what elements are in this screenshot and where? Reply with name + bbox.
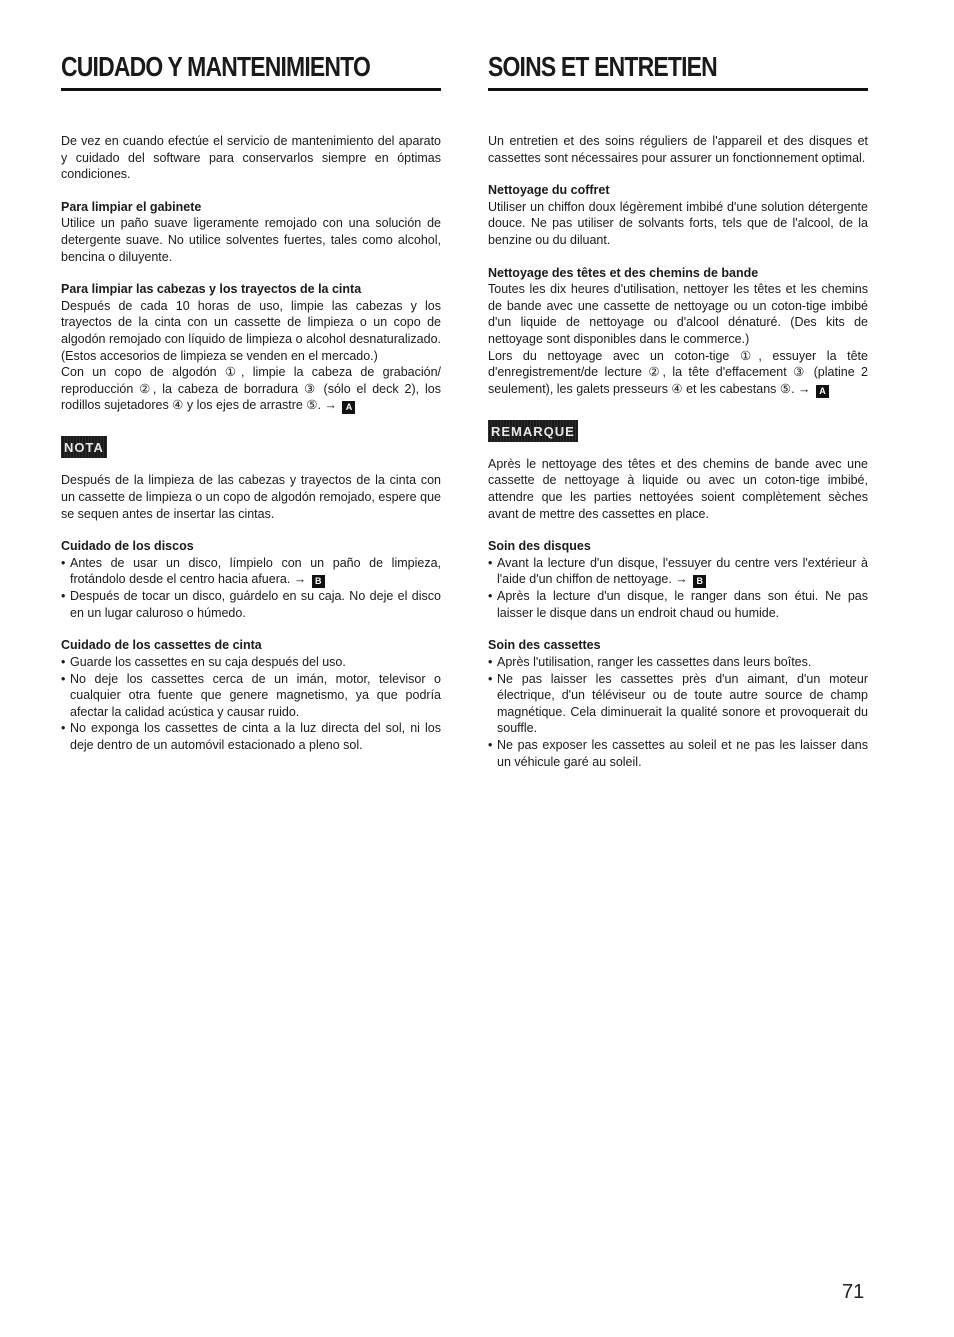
french-tapes-list — [488, 654, 868, 770]
french-title-rule — [488, 88, 868, 91]
french-title: SOINS ET ENTRETIEN — [488, 51, 717, 82]
french-discs-heading: Soin des disques — [488, 539, 591, 554]
spanish-heads-heading: Para limpiar las cabezas y los trayectos de la cinta — [61, 282, 362, 297]
french-discs-section — [488, 538, 868, 621]
list-item: • Après la lecture d'un disque, le ranger dans son étui. Ne pas laisser le disque dans un endroit chaud ou humide. — [488, 588, 868, 621]
list-item: • No exponga los cassettes de cinta a la luz directa del sol, ni los deje dentro de un automóvil estacionado a pleno sol. — [61, 720, 441, 753]
spanish-discs-heading: Cuidado de los discos — [61, 539, 194, 554]
french-discs-list — [488, 555, 868, 622]
spanish-discs-section — [61, 538, 441, 621]
french-discs-item1: Avant la lecture d'un disque, l'essuyer du centre vers l'extérieur à l'aide d'un chiffon de nettoyage. → — [497, 555, 868, 587]
french-cabinet-section — [488, 182, 868, 248]
spanish-intro: De vez en cuando efectúe el servicio de mantenimiento del aparato y cuidado del software para conservarlos siempre en óptimas condiciones. — [61, 134, 441, 182]
list-item: • Después de tocar un disco, guárdelo en su caja. No deje el disco en un lugar caluroso o húmedo. — [61, 588, 441, 621]
spanish-column — [61, 52, 441, 754]
french-tapes-section — [488, 637, 868, 770]
figure-b-icon: B — [693, 575, 706, 588]
spanish-heads-section — [61, 281, 441, 414]
french-note-badge: REMARQUE — [488, 420, 578, 442]
spanish-cabinet-text: Utilice un paño suave ligeramente remojado con una solución de detergente suave. No utilice solventes fuertes, tales como alcohol, bencina o diluyente. — [61, 216, 441, 264]
spanish-discs-item1: Antes de usar un disco, límpielo con un paño de limpieza, frotándolo desde el centro hacia afuera. → — [70, 555, 441, 587]
spanish-title: CUIDADO Y MANTENIMIENTO — [61, 51, 370, 82]
french-intro: Un entretien et des soins réguliers de l'appareil et des disques et cassettes sont nécessaires pour assurer un fonctionnement optimal. — [488, 134, 868, 165]
figure-a-icon: A — [816, 385, 829, 398]
spanish-tapes-section — [61, 637, 441, 753]
french-column — [488, 52, 868, 770]
list-item — [488, 555, 868, 589]
french-note-badge-wrap — [488, 420, 868, 442]
french-heads-heading: Nettoyage des têtes et des chemins de bande — [488, 265, 759, 280]
french-heads-section — [488, 265, 868, 398]
spanish-cabinet-section — [61, 199, 441, 265]
spanish-note-badge-wrap — [61, 436, 441, 458]
figure-b-icon: B — [312, 575, 325, 588]
spanish-note-text: Después de la limpieza de las cabezas y trayectos de la cinta con un cassette de limpieza o un copo de algodón remojado, espere que se sequen antes de insertar las cintas. — [61, 473, 441, 521]
list-item: • Après l'utilisation, ranger les cassettes dans leurs boîtes. — [488, 654, 868, 671]
spanish-cabinet-heading: Para limpiar el gabinete — [61, 199, 202, 214]
spanish-heads-text2-para — [61, 364, 441, 414]
spanish-heads-text2: Con un copo de algodón ①, limpie la cabeza de grabación/ reproducción ②, la cabeza de borradura ③ (sólo el deck 2), los rodillos sujetadores ④ y los ejes de arrastre ⑤. → — [61, 365, 441, 413]
spanish-note-badge: NOTA — [61, 436, 107, 458]
french-cabinet-heading: Nettoyage du coffret — [488, 183, 610, 198]
spanish-tapes-list — [61, 654, 441, 754]
list-item: • No deje los cassettes cerca de un imán, motor, televisor o cualquier otra fuente que genere magnetismo, ya que podría afectar la calidad acústica y causar ruido. — [61, 671, 441, 721]
french-note-text: Après le nettoyage des têtes et des chemins de bande avec une cassette de nettoyage à liquide ou avec un coton-tige imbibé, attendre que les parties nettoyées soient complètement sèches avant de mettre des cassettes en place. — [488, 456, 868, 521]
list-item: • Ne pas laisser les cassettes près d'un aimant, d'un moteur électrique, d'un téléviseur ou de toute autre source de champ magnétique. Cela diminuerait la qualité sonore et provoquerait du souffle. — [488, 671, 868, 737]
spanish-tapes-heading: Cuidado de los cassettes de cinta — [61, 638, 262, 653]
french-cabinet-text: Utiliser un chiffon doux légèrement imbibé d'une solution détergente douce. Ne pas utiliser de solvants forts, tels que de l'alcool, de la benzine ou du diluant. — [488, 199, 868, 247]
french-heads-text2: Lors du nettoyage avec un coton-tige ①, essuyer la tête d'enregistrement/de lecture ②, la tête d'effacement ③ (platine 2 seulement), les galets presseurs ④ et les cabestans ⑤. → — [488, 348, 868, 396]
spanish-discs-list — [61, 555, 441, 622]
spanish-title-rule — [61, 88, 441, 91]
french-heads-text2-para — [488, 348, 868, 398]
list-item: • Guarde los cassettes en su caja después del uso. — [61, 654, 441, 671]
french-heads-text1: Toutes les dix heures d'utilisation, nettoyer les têtes et les chemins de bande avec une cassette de nettoyage ou un coton-tige imbibé d'un liquide de nettoyage ou d'alcool dénaturé. (Des kits de nettoyage sont disponibles dans le commerce.) — [488, 282, 868, 346]
french-tapes-heading: Soin des cassettes — [488, 638, 601, 653]
spanish-heads-text1: Después de cada 10 horas de uso, limpie las cabezas y los trayectos de la cinta con un cassette de limpieza o un copo de algodón remojado con líquido de limpieza o alcohol desnaturalizado. (Estos accesorios de limpieza se venden en el mercado.) — [61, 298, 441, 363]
list-item — [61, 555, 441, 589]
list-item: • Ne pas exposer les cassettes au soleil et ne pas les laisser dans un véhicule garé au soleil. — [488, 737, 868, 770]
page-number: 71 — [842, 1281, 865, 1303]
figure-a-icon: A — [342, 401, 355, 414]
